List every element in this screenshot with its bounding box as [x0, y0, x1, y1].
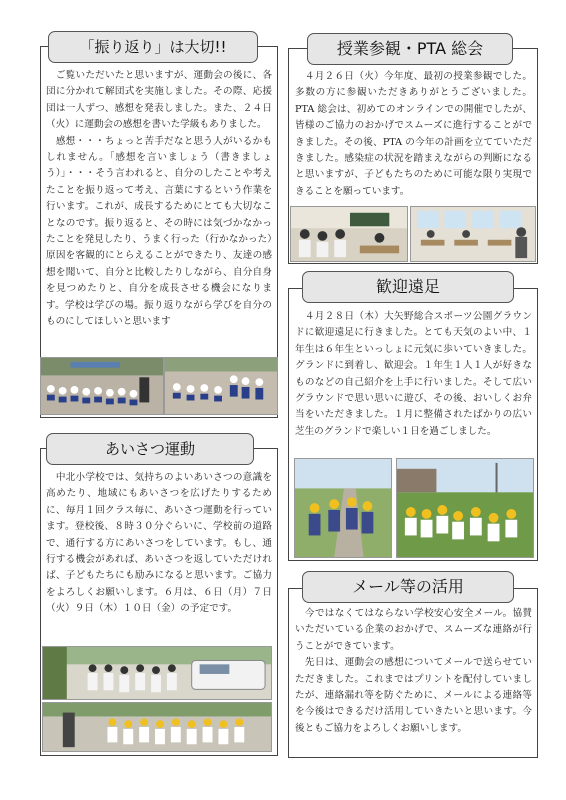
section-reflection-body: ご覧いただいたと思いますが、運動会の後に、各団に分かれて解団式を実施しました。その際、応援団は一人ずつ、感想を発表しました。また、２４日（火）に運動会の感想を書いた学級もありました。 感想・・・ちょっと苦手だなと思う人がいるかもしれません。「感想を言いましょう（書きましょう）」・・・そう言われると、自分のしたことや考えたことを振り返って考え、言葉にするという作業を行います。これが、成長するためにとても大切なことなのです。振り返ると、その時には気づかなかったことを発見したり、うまく行った（行かなかった）原因を客観的にとらえることができたり、友達の感想を聞いて、自分と比較したりしながら、自分自身を見つめたりと、自分を成長させる機会になります。学校は学びの場。振り返りながら学びを自分のものにしてほしいと思います: [46, 70, 272, 328]
classroom-photo-2: [410, 206, 536, 262]
section-excursion-body: ４月２８日（木）大矢野総合スポーツ公園グラウンドに歓迎遠足に行きました。とても天気のよい中、１年生は６年生といっしょに元気に歩いていきました。グランドに到着し、歓迎会。１年生１人１人が好きなものなどの自己紹介を上手に行いました。そして広いグラウンドで思い思いに遊び、その後、おいしくお弁当をいただきました。１月に整備されたばかりの広い芝生のグランドで楽しい１日を過ごしました。: [295, 311, 532, 437]
section-mail-title: メール等の活用: [302, 571, 514, 603]
excursion-photo-2: [396, 458, 534, 558]
sports-day-photo-2: [164, 357, 278, 415]
section-greeting-body: 中北小学校では、気持ちのよいあいさつの意識を高めたり、地域にもあいさつを広げたりするために、毎月１回クラス毎に、あいさつ運動を行っています。登校後、８時３０分ぐらいに、学校前の道路で、通行する方にあいさつをしています。もし、通行する機会があれば、あいさつを返していただければ、子どもたちにも励みになると思います。ご協力をよろしくお願いします。６月は、６日（月）７日（火）９日（木）１０日（金）の予定です。: [46, 472, 272, 615]
section-reflection-title: 「振り返り」は大切!!: [48, 31, 258, 63]
sports-day-photo-1: [40, 357, 164, 415]
greeting-photo-2: [42, 702, 272, 752]
greeting-photo-1: [42, 646, 272, 700]
classroom-photo-1: [290, 206, 408, 262]
excursion-photo-1: [294, 458, 392, 558]
section-mail-body: 今ではなくてはならない学校安心安全メール。協賛いただいている企業のおかげで、スムーズな連絡が行うことができています。 先日は、運動会の感想についてメールで送らせていただきました。これまではプリントを配付していましたが、連絡漏れ等を防ぐために、メールによる連絡等を今後はできるだけ活用していきたいと思います。今後ともご協力をよろしくお願いします。: [295, 608, 532, 734]
section-excursion-title: 歓迎遠足: [302, 271, 514, 303]
section-observation-body: ４月２６日（火）今年度、最初の授業参観でした。多数の方に参観いただきありがとうございました。PTA 総会は、初めてのオンラインでの開催でしたが、皆様のご協力のおかげでスムーズに進行することができました。その後、PTA の今年の計画を立てていただきました。感染症の状況を踏まえながらの判断になると思いますが、子どもたちのために可能な限り実現できることを願っています。: [295, 71, 532, 197]
section-greeting-title: あいさつ運動: [46, 433, 254, 465]
section-observation-title: 授業参観・PTA 総会: [307, 33, 513, 65]
